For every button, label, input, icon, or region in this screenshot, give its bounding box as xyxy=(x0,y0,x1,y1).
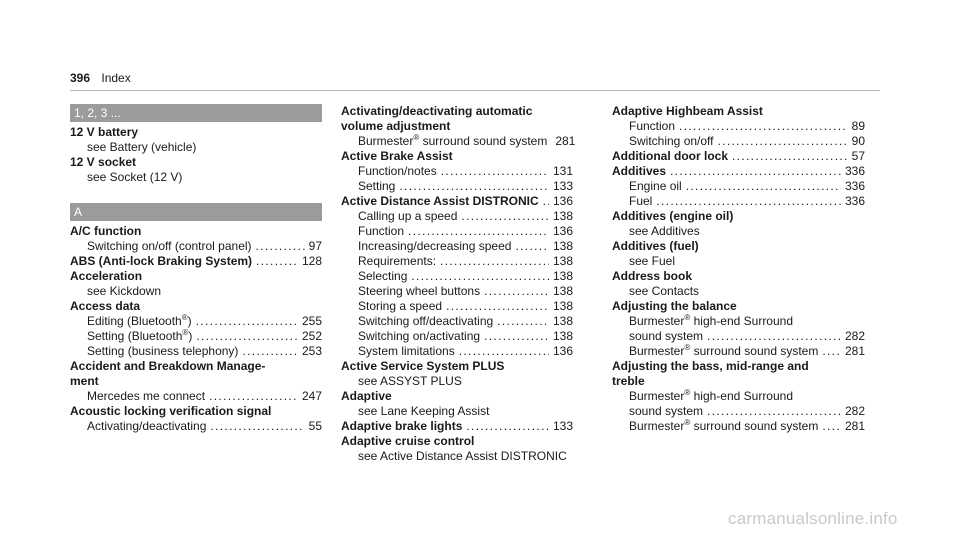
entry-label: Access data xyxy=(70,299,141,313)
entry-label: see ASSYST PLUS xyxy=(358,374,462,388)
entry-label: Activating/deactivating xyxy=(87,419,207,433)
index-entry xyxy=(341,389,573,404)
entry-text xyxy=(70,404,271,419)
index-entry xyxy=(341,359,573,374)
entry-label: Switching on/off (control panel) xyxy=(87,239,252,253)
index-subentry xyxy=(341,344,573,359)
entry-label: Additives (engine oil) xyxy=(612,209,734,223)
index-subentry xyxy=(612,389,865,404)
index-subentry xyxy=(70,344,322,359)
entry-label-suffix: surround sound system xyxy=(419,134,548,148)
entry-text xyxy=(612,359,809,374)
page-reference: 131 xyxy=(552,164,573,178)
page-reference: 336 xyxy=(844,164,865,178)
index-subentry xyxy=(341,239,573,254)
registered-mark: ® xyxy=(181,313,188,322)
index-subentry xyxy=(341,209,573,224)
entry-text xyxy=(629,254,675,269)
index-entry xyxy=(612,374,865,389)
page-header xyxy=(70,71,131,85)
page-reference: 55 xyxy=(308,419,322,433)
index-subentry xyxy=(341,133,576,149)
index-subentry xyxy=(341,269,573,284)
page-label: Index xyxy=(101,71,131,85)
entry-text xyxy=(358,209,457,224)
entry-label-suffix: surround sound system xyxy=(690,344,819,358)
entry-label: see Kickdown xyxy=(87,284,162,298)
index-subentry xyxy=(70,389,322,404)
index-subentry xyxy=(70,140,322,155)
index-column-3 xyxy=(612,104,865,434)
page-reference: 247 xyxy=(301,389,322,403)
entry-text xyxy=(629,314,793,329)
index-subentry xyxy=(341,179,573,194)
entry-label: see Fuel xyxy=(629,254,676,268)
index-subentry xyxy=(341,299,573,314)
registered-mark: ® xyxy=(413,133,420,142)
index-entry xyxy=(612,239,865,254)
page-reference: 138 xyxy=(552,314,573,328)
entry-label: see Active Distance Assist DISTRONIC xyxy=(358,449,567,463)
entry-label: Adjusting the bass, mid-range and xyxy=(612,359,809,373)
dot-leader xyxy=(209,389,298,404)
index-subentry xyxy=(612,134,865,149)
entry-text xyxy=(341,194,539,209)
entry-label: Setting xyxy=(358,179,396,193)
index-subentry xyxy=(612,284,865,299)
index-subentry xyxy=(341,404,573,419)
entry-text xyxy=(70,155,136,170)
page-reference: 89 xyxy=(851,119,865,133)
entry-label: Steering wheel buttons xyxy=(358,284,481,298)
page-reference: 252 xyxy=(301,329,322,343)
index-subentry xyxy=(70,239,322,254)
page-reference: 282 xyxy=(844,329,865,343)
dot-leader xyxy=(484,284,549,299)
dot-leader xyxy=(466,419,549,434)
index-subentry xyxy=(341,284,573,299)
entry-label: see Contacts xyxy=(629,284,700,298)
entry-text xyxy=(70,299,140,314)
index-entry xyxy=(70,269,322,284)
registered-mark: ® xyxy=(684,388,691,397)
entry-text xyxy=(358,374,462,389)
entry-text xyxy=(612,149,728,164)
entry-label: see Battery (vehicle) xyxy=(87,140,197,154)
page-reference: 136 xyxy=(552,224,573,238)
index-entry xyxy=(70,155,322,170)
entry-text xyxy=(612,269,692,284)
section-gap xyxy=(70,185,322,203)
index-entry xyxy=(341,194,573,209)
index-entry xyxy=(70,374,322,389)
index-subentry xyxy=(341,329,573,344)
dot-leader xyxy=(732,149,848,164)
entry-label: 12 V socket xyxy=(70,155,137,169)
index-subentry xyxy=(70,170,322,185)
entry-label: Engine oil xyxy=(629,179,682,193)
index-subentry xyxy=(612,344,865,359)
registered-mark: ® xyxy=(182,328,189,337)
entry-label: Switching on/off xyxy=(629,134,714,148)
entry-label: Burmester xyxy=(629,419,685,433)
entry-label: Switching off/deactivating xyxy=(358,314,494,328)
index-entry xyxy=(612,104,865,119)
entry-label: Address book xyxy=(612,269,693,283)
entry-label: see Additives xyxy=(629,224,700,238)
entry-label: Function/notes xyxy=(358,164,437,178)
dot-leader xyxy=(441,164,549,179)
entry-text xyxy=(70,125,138,140)
entry-label-suffix: high-end Surround xyxy=(690,389,794,403)
entry-label: System limitations xyxy=(358,344,455,358)
entry-text xyxy=(629,119,675,134)
dot-leader xyxy=(459,344,549,359)
index-entry xyxy=(612,149,865,164)
entry-text xyxy=(70,359,265,374)
entry-text xyxy=(629,344,818,359)
index-subentry xyxy=(341,374,573,389)
entry-label: 12 V battery xyxy=(70,125,139,139)
index-subentry xyxy=(70,329,322,344)
section-letter-heading: A xyxy=(70,203,322,221)
index-subentry xyxy=(612,254,865,269)
entry-label: Function xyxy=(629,119,676,133)
entry-text xyxy=(612,239,699,254)
entry-label: Acceleration xyxy=(70,269,143,283)
index-subentry xyxy=(341,224,573,239)
entry-text xyxy=(612,299,737,314)
index-subentry xyxy=(70,419,322,434)
entry-text xyxy=(70,224,141,239)
index-entry xyxy=(341,149,573,164)
page-reference: 255 xyxy=(301,314,322,328)
entry-text xyxy=(358,329,480,344)
dot-leader xyxy=(196,329,298,344)
index-subentry xyxy=(70,284,322,299)
dot-leader xyxy=(515,239,549,254)
dot-leader xyxy=(446,299,549,314)
dot-leader xyxy=(256,239,305,254)
entry-text xyxy=(87,239,252,254)
entry-label: Adaptive xyxy=(341,389,392,403)
entry-text xyxy=(87,170,182,185)
page-reference: 138 xyxy=(552,329,573,343)
entry-label: volume adjustment xyxy=(341,119,451,133)
entry-label: Function xyxy=(358,224,405,238)
entry-text xyxy=(358,134,547,149)
index-subentry xyxy=(341,164,573,179)
page-reference: 282 xyxy=(844,404,865,418)
entry-text xyxy=(629,284,699,299)
entry-label: Setting (Bluetooth xyxy=(87,329,183,343)
entry-text xyxy=(341,119,450,134)
entry-text xyxy=(358,404,489,419)
entry-text xyxy=(358,449,567,464)
dot-leader xyxy=(670,164,841,179)
registered-mark: ® xyxy=(684,418,691,427)
dot-leader xyxy=(679,119,848,134)
dot-leader xyxy=(242,344,298,359)
page-reference: 253 xyxy=(301,344,322,358)
index-subentry xyxy=(612,314,865,329)
index-entry xyxy=(341,434,573,449)
index-subentry xyxy=(612,179,865,194)
index-entry xyxy=(341,104,573,119)
index-column-1 xyxy=(70,104,322,434)
page-reference: 133 xyxy=(552,419,573,433)
entry-label: Editing (Bluetooth xyxy=(87,314,182,328)
entry-label: sound system xyxy=(629,404,704,418)
entry-text xyxy=(358,269,407,284)
index-entry xyxy=(612,209,865,224)
entry-text xyxy=(612,164,666,179)
page-reference: 138 xyxy=(552,239,573,253)
entry-label-suffix: ) xyxy=(188,329,193,343)
section-letter-heading: 1, 2, 3 ... xyxy=(70,104,322,122)
entry-label: Switching on/activating xyxy=(358,329,481,343)
index-entry xyxy=(70,125,322,140)
dot-leader xyxy=(497,314,549,329)
entry-label: Burmester xyxy=(358,134,414,148)
entry-text xyxy=(70,254,252,269)
page-reference: 128 xyxy=(301,254,322,268)
entry-text xyxy=(358,254,436,269)
dot-leader xyxy=(408,224,549,239)
entry-label: Fuel xyxy=(629,194,653,208)
index-entry xyxy=(612,299,865,314)
page-number: 396 xyxy=(70,71,91,85)
registered-mark: ® xyxy=(684,343,691,352)
index-subentry xyxy=(341,449,573,464)
page-reference: 138 xyxy=(552,284,573,298)
entry-text xyxy=(358,179,395,194)
entry-label: treble xyxy=(612,374,645,388)
entry-text xyxy=(87,284,161,299)
entry-text xyxy=(341,359,504,374)
entry-text xyxy=(341,434,474,449)
dot-leader xyxy=(411,269,549,284)
entry-text xyxy=(612,374,645,389)
registered-mark: ® xyxy=(684,313,691,322)
entry-label: Accident and Breakdown Manage- xyxy=(70,359,266,373)
page-reference: 133 xyxy=(552,179,573,193)
page-reference: 281 xyxy=(844,419,865,433)
index-entry xyxy=(70,254,322,269)
entry-text xyxy=(358,239,511,254)
entry-text xyxy=(358,284,480,299)
entry-text xyxy=(87,344,238,359)
dot-leader xyxy=(440,254,549,269)
entry-text xyxy=(87,389,205,404)
entry-label: Additives (fuel) xyxy=(612,239,699,253)
index-subentry xyxy=(612,194,865,209)
entry-text xyxy=(358,314,493,329)
dot-leader xyxy=(399,179,549,194)
entry-text xyxy=(341,104,532,119)
entry-text xyxy=(358,344,455,359)
entry-label: Active Service System PLUS xyxy=(341,359,505,373)
dot-leader xyxy=(822,419,841,434)
entry-label-suffix: high-end Surround xyxy=(690,314,794,328)
page-reference: 281 xyxy=(555,134,576,148)
dot-leader xyxy=(718,134,848,149)
entry-text xyxy=(629,134,714,149)
index-entry xyxy=(70,299,322,314)
entry-text xyxy=(629,194,652,209)
dot-leader xyxy=(543,194,549,209)
entry-text xyxy=(87,314,192,329)
entry-text xyxy=(629,419,818,434)
entry-text xyxy=(341,389,392,404)
entry-label: Active Distance Assist DISTRONIC xyxy=(341,194,539,208)
entry-label: Additives xyxy=(612,164,667,178)
dot-leader xyxy=(686,179,841,194)
dot-leader xyxy=(707,329,841,344)
dot-leader xyxy=(461,209,549,224)
index-subentry xyxy=(612,224,865,239)
entry-label: Active Brake Assist xyxy=(341,149,453,163)
entry-label: Burmester xyxy=(629,314,685,328)
index-subentry xyxy=(612,419,865,434)
entry-text xyxy=(612,104,763,119)
page-reference: 336 xyxy=(844,179,865,193)
page-reference: 136 xyxy=(552,194,573,208)
entry-text xyxy=(358,224,404,239)
page-reference: 90 xyxy=(851,134,865,148)
entry-label: Burmester xyxy=(629,344,685,358)
entry-label: ABS (Anti-lock Braking System) xyxy=(70,254,253,268)
entry-label: Requirements: xyxy=(358,254,437,268)
entry-label: see Socket (12 V) xyxy=(87,170,183,184)
entry-label: Acoustic locking verification signal xyxy=(70,404,272,418)
entry-text xyxy=(358,299,442,314)
page-reference: 138 xyxy=(552,209,573,223)
index-entry xyxy=(341,419,573,434)
entry-text xyxy=(341,419,462,434)
entry-label: Adaptive brake lights xyxy=(341,419,463,433)
page-reference: 97 xyxy=(308,239,322,253)
entry-text xyxy=(70,269,142,284)
index-entry xyxy=(612,359,865,374)
entry-text xyxy=(629,404,703,419)
dot-leader xyxy=(210,419,304,434)
index-entry xyxy=(612,269,865,284)
index-entry xyxy=(341,119,573,134)
page-reference: 136 xyxy=(552,344,573,358)
entry-text xyxy=(612,209,733,224)
index-subentry xyxy=(612,329,865,344)
entry-label: Additional door lock xyxy=(612,149,728,163)
header-divider xyxy=(70,90,880,91)
dot-leader xyxy=(196,314,298,329)
page-reference: 138 xyxy=(552,254,573,268)
entry-text xyxy=(629,389,793,404)
entry-label-suffix: ) xyxy=(187,314,192,328)
entry-label: A/C function xyxy=(70,224,142,238)
entry-label: Selecting xyxy=(358,269,408,283)
entry-label: Mercedes me connect xyxy=(87,389,206,403)
entry-label-suffix: surround sound system xyxy=(690,419,819,433)
entry-label: sound system xyxy=(629,329,704,343)
index-entry xyxy=(612,164,865,179)
index-entry xyxy=(70,359,322,374)
entry-label: Increasing/decreasing speed xyxy=(358,239,512,253)
entry-label: Activating/deactivating automatic xyxy=(341,104,533,118)
index-subentry xyxy=(612,404,865,419)
index-subentry xyxy=(341,254,573,269)
entry-label: Adaptive Highbeam Assist xyxy=(612,104,763,118)
entry-label: Storing a speed xyxy=(358,299,443,313)
entry-label: Setting (business telephony) xyxy=(87,344,239,358)
dot-leader xyxy=(707,404,841,419)
entry-text xyxy=(87,419,206,434)
index-subentry xyxy=(70,314,322,329)
entry-text xyxy=(87,329,192,344)
entry-label: ment xyxy=(70,374,99,388)
index-entry xyxy=(70,404,322,419)
entry-text xyxy=(629,329,703,344)
index-column-2 xyxy=(341,104,576,464)
watermark: carmanualsonline.info xyxy=(728,509,898,528)
entry-label: Calling up a speed xyxy=(358,209,458,223)
entry-label: see Lane Keeping Assist xyxy=(358,404,490,418)
entry-text xyxy=(358,164,437,179)
index-subentry xyxy=(341,314,573,329)
entry-label: Burmester xyxy=(629,389,685,403)
entry-text xyxy=(629,224,700,239)
entry-text xyxy=(629,179,682,194)
page-reference: 138 xyxy=(552,269,573,283)
page-reference: 281 xyxy=(844,344,865,358)
dot-leader xyxy=(656,194,841,209)
entry-text xyxy=(87,140,196,155)
dot-leader xyxy=(484,329,549,344)
page-reference: 336 xyxy=(844,194,865,208)
index-subentry xyxy=(612,119,865,134)
dot-leader xyxy=(822,344,841,359)
entry-text xyxy=(70,374,99,389)
page-reference: 57 xyxy=(851,149,865,163)
entry-text xyxy=(341,149,453,164)
entry-label: Adaptive cruise control xyxy=(341,434,475,448)
entry-label: Adjusting the balance xyxy=(612,299,737,313)
dot-leader xyxy=(256,254,298,269)
index-entry xyxy=(70,224,322,239)
page-reference: 138 xyxy=(552,299,573,313)
